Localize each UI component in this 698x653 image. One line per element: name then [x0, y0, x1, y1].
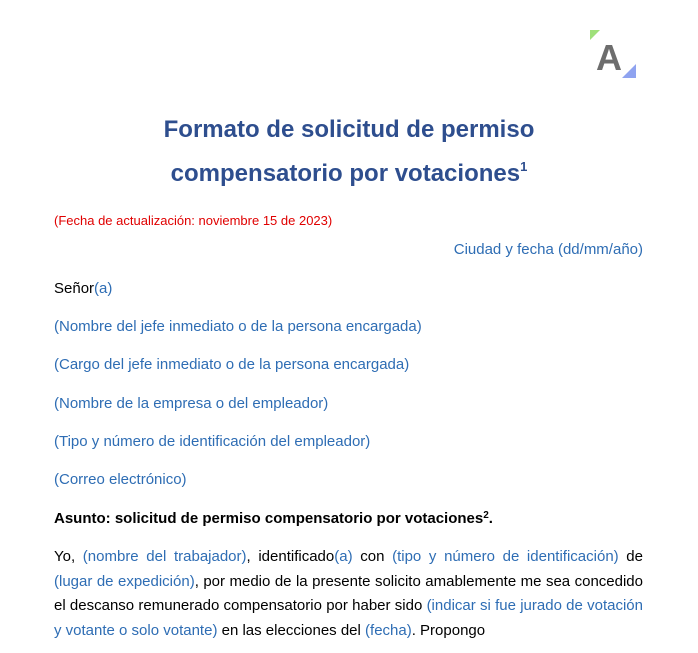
- body-text: , por medio de la presente solicito amablemente me sea concedido el descanso remunerado compensatorio por haber sido: [54, 572, 643, 614]
- brand-logo: [590, 30, 636, 78]
- body-text: Yo,: [54, 548, 83, 565]
- subject-footnote: 2: [483, 510, 489, 521]
- issue-place-placeholder: (lugar de expedición): [54, 572, 195, 590]
- employer-id-placeholder: (Tipo y número de identificación del empleador): [54, 433, 371, 450]
- subject-end: .: [488, 510, 493, 527]
- page-title-line-2: [0, 159, 698, 189]
- boss-position-placeholder: (Cargo del jefe inmediato o de la persona encargada): [54, 356, 410, 373]
- salutation-text: Señor: [54, 280, 95, 297]
- subject-line: [54, 510, 493, 530]
- title-line-1: Formato de solicitud de permiso: [163, 116, 535, 143]
- boss-name-placeholder: (Nombre del jefe inmediato o de la persona encargada): [54, 318, 422, 335]
- worker-name-placeholder: (nombre del trabajador): [82, 548, 247, 565]
- salutation-suffix: (a): [94, 280, 113, 297]
- date-placeholder: (fecha): [365, 621, 412, 639]
- update-date-note: (Fecha de actualización: noviembre 15 de 2023): [54, 213, 333, 228]
- body-text: con: [352, 548, 393, 565]
- page-title-line-1: [0, 118, 698, 142]
- id-type-placeholder: (tipo y número de identificación): [392, 548, 619, 565]
- role-placeholder: (indicar si fue jurado de votación y votante o solo votante): [54, 597, 643, 639]
- body-text: , identificado: [246, 548, 335, 565]
- company-placeholder: (Nombre de la empresa o del empleador): [54, 395, 329, 412]
- gender-suffix-placeholder: (a): [334, 548, 353, 565]
- logo-letter: A: [596, 37, 622, 78]
- subject-text: Asunto: solicitud de permiso compensatorio por votaciones: [54, 510, 484, 527]
- title-line-2: compensatorio por votaciones: [170, 160, 521, 187]
- place-and-date: Ciudad y fecha (dd/mm/año): [453, 241, 643, 258]
- body-text: en las elecciones del: [217, 621, 366, 639]
- body-text: de: [618, 548, 643, 565]
- email-placeholder: (Correo electrónico): [54, 471, 187, 488]
- salutation: [54, 280, 112, 298]
- title-footnote: 1: [520, 159, 528, 174]
- body-text: . Propongo: [411, 621, 486, 639]
- brand-logo-icon: [590, 30, 636, 78]
- request-paragraph: [54, 545, 643, 643]
